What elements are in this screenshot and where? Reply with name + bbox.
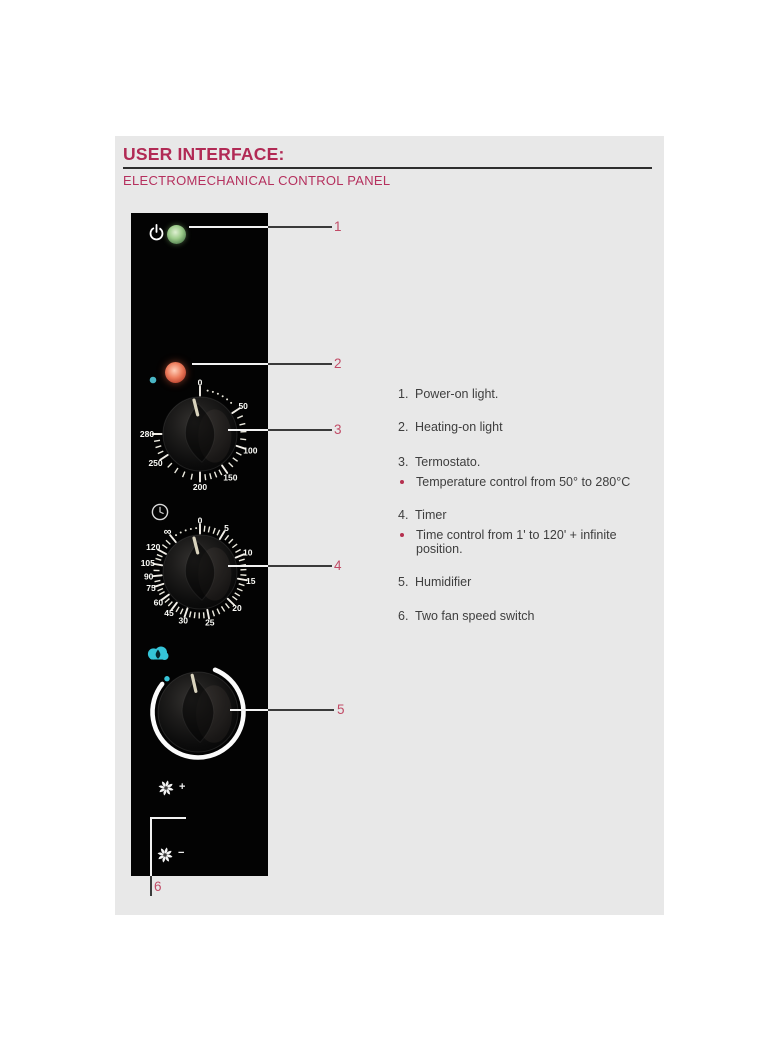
legend-item-5-number: 5.: [398, 575, 409, 589]
svg-text:∞: ∞: [163, 525, 172, 538]
svg-text:120: 120: [146, 542, 161, 553]
legend-item-4-bullet-text: Time control from 1' to 120' + infinite position.: [416, 528, 617, 556]
humidity-icon: [146, 644, 170, 665]
page-subtitle: ELECTROMECHANICAL CONTROL PANEL: [123, 173, 391, 188]
svg-text:200: 200: [192, 482, 208, 492]
legend-item-1: [398, 387, 666, 401]
legend-item-3-bullet-text: Temperature control from 50° to 280°C: [416, 475, 631, 489]
svg-text:50: 50: [238, 400, 248, 411]
svg-text:20: 20: [232, 602, 242, 613]
callout-4-line-inner: [228, 565, 268, 567]
legend-item-1-number: 1.: [398, 387, 409, 401]
callout-5-line: [268, 709, 334, 711]
fan-high-label: +: [179, 781, 186, 793]
svg-text:15: 15: [245, 575, 256, 586]
legend-item-2-text: Heating-on light: [415, 420, 503, 434]
legend-item-4: [398, 508, 666, 522]
humidifier-knob: [143, 657, 253, 767]
legend-item-2: [398, 420, 666, 434]
svg-text:150: 150: [223, 472, 238, 483]
callout-5-line-inner: [230, 709, 268, 711]
bullet-dot: [398, 475, 416, 489]
svg-text:25: 25: [205, 617, 215, 628]
legend-item-6: [398, 609, 666, 623]
fan-low-icon: [156, 846, 174, 864]
legend-item-3: [398, 455, 666, 469]
power-icon: [147, 224, 166, 243]
svg-text:90: 90: [143, 571, 154, 582]
title-underline: [123, 167, 652, 169]
legend-item-5-text: Humidifier: [415, 575, 472, 589]
page-title: USER INTERFACE:: [123, 144, 285, 164]
callout-1-line-inner: [189, 226, 268, 228]
callout-4-number: 4: [334, 558, 342, 573]
callout-2-number: 2: [334, 356, 342, 371]
callout-3-number: 3: [334, 422, 342, 437]
timer-dial: [135, 507, 265, 637]
svg-text:10: 10: [243, 547, 253, 558]
legend-item-3-number: 3.: [398, 455, 409, 469]
heating-on-light: [165, 362, 186, 383]
clock-icon: [150, 502, 170, 522]
thermometer-icon: [148, 359, 158, 385]
legend-item-4-text: Timer: [415, 508, 447, 522]
callout-6-line-tail: [150, 876, 152, 896]
fan-low-label: −: [178, 847, 185, 859]
legend-item-3-text: Termostato.: [415, 455, 481, 469]
callout-1-number: 1: [334, 219, 342, 234]
callout-6-number: 6: [154, 879, 162, 894]
callout-6-line-vertical: [150, 817, 152, 876]
callout-3-line: [268, 429, 332, 431]
legend-item-4-bullet: [398, 528, 666, 556]
legend-item-1-text: Power-on light.: [415, 387, 499, 401]
svg-text:0: 0: [197, 377, 203, 388]
svg-text:250: 250: [148, 457, 163, 468]
thermostat-dial: [135, 369, 265, 499]
svg-text:0: 0: [197, 515, 203, 526]
callout-6-line-horizontal: [150, 817, 186, 819]
legend-item-2-number: 2.: [398, 420, 409, 434]
legend-item-3-bullet: [398, 475, 666, 489]
svg-text:100: 100: [243, 445, 258, 456]
svg-text:45: 45: [164, 608, 174, 619]
svg-text:30: 30: [178, 615, 188, 626]
legend-item-4-number: 4.: [398, 508, 409, 522]
callout-1-line: [268, 226, 332, 228]
callout-5-number: 5: [337, 702, 345, 717]
callout-3-line-inner: [228, 429, 268, 431]
svg-text:105: 105: [140, 557, 155, 568]
bullet-dot: [398, 528, 416, 556]
legend-item-5: [398, 575, 666, 589]
svg-text:280: 280: [139, 429, 155, 439]
svg-text:60: 60: [153, 597, 164, 608]
svg-text:75: 75: [146, 582, 156, 593]
svg-text:5: 5: [224, 522, 229, 533]
legend-item-6-text: Two fan speed switch: [415, 609, 535, 623]
fan-high-icon: [157, 779, 175, 797]
legend-item-6-number: 6.: [398, 609, 409, 623]
callout-2-line-inner: [192, 363, 268, 365]
callout-4-line: [268, 565, 332, 567]
callout-2-line: [268, 363, 332, 365]
power-on-light: [167, 225, 186, 244]
